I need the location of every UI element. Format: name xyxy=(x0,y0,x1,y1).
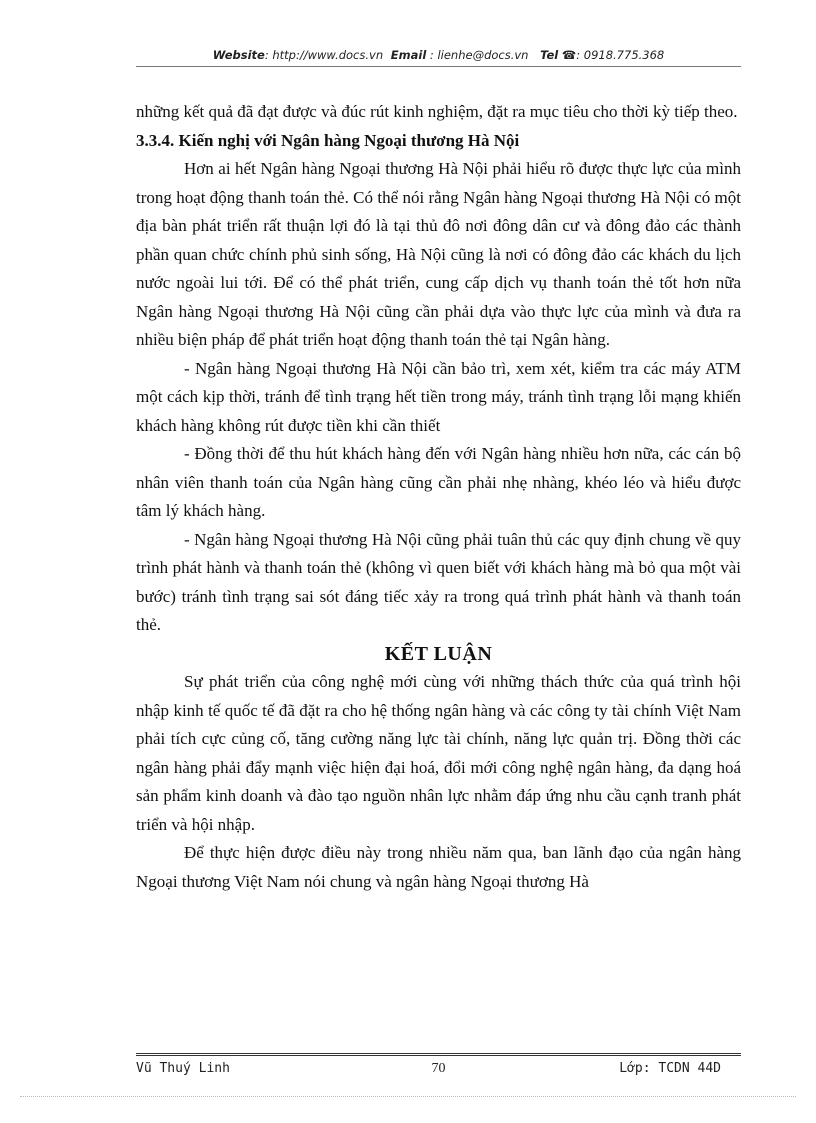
phone-icon: ☎ xyxy=(561,48,577,62)
page-bottom-border xyxy=(20,1096,796,1097)
document-body xyxy=(136,98,741,896)
footer-divider xyxy=(136,1053,741,1058)
website-value[interactable]: : http://www.docs.vn xyxy=(264,48,384,62)
website-label: Website xyxy=(212,48,265,62)
email-label: Email xyxy=(390,48,427,62)
page-header xyxy=(136,48,741,62)
paragraph-2: - Ngân hàng Ngoại thương Hà Nội cần bảo trì, xem xét, kiểm tra các máy ATM một cách kịp thời, tránh để tình trạng hết tiền trong máy, tránh tình trạng lỗi mạng khiến khách hàng không rút được tiền khi cần thiết xyxy=(136,358,741,435)
footer-class: Lớp: TCDN 44D xyxy=(619,1061,721,1076)
header-divider xyxy=(136,66,741,67)
tel-value: : 0918.775.368 xyxy=(576,48,665,62)
intro-paragraph: những kết quả đã đạt được và đúc rút kinh nghiệm, đặt ra mục tiêu cho thời kỳ tiếp theo. xyxy=(136,102,738,121)
footer-author: Vũ Thuý Linh xyxy=(136,1061,230,1076)
paragraph-5: Sự phát triển của công nghệ mới cùng với những thách thức của quá trình hội nhập kinh tế quốc tế đã đặt ra cho hệ thống ngân hàng và các công ty tài chính Việt Nam phải tích cực củng cố, tăng cường năng lực tài chính, năng lực quản trị. Đồng thời các ngân hàng phải đẩy mạnh việc hiện đại hoá, đổi mới công nghệ ngân hàng, đa dạng hoá sản phẩm kinh doanh và đào tạo nguồn nhân lực nhằm đáp ứng nhu cầu cạnh tranh phát triển và hội nhập. xyxy=(136,672,741,834)
conclusion-title: KẾT LUẬN xyxy=(384,642,493,665)
page-number: 70 xyxy=(431,1061,446,1076)
tel-label: Tel xyxy=(540,48,559,62)
paragraph-4: - Ngân hàng Ngoại thương Hà Nội cũng phải tuân thủ các quy định chung về quy trình phát hành và thanh toán thẻ (không vì quen biết với khách hàng mà bỏ qua một vài bước) tránh tình trạng sai sót đáng tiếc xảy ra trong quá trình phát hành và thanh toán thẻ. xyxy=(136,529,741,634)
section-heading: 3.3.4. Kiến nghị với Ngân hàng Ngoại thương Hà Nội xyxy=(136,130,520,150)
paragraph-3: - Đồng thời để thu hút khách hàng đến với Ngân hàng nhiều hơn nữa, các cán bộ nhân viên thanh toán của Ngân hàng cũng cần phải nhẹ nhàng, khéo léo và hiểu được tâm lý khách hàng. xyxy=(136,444,741,520)
paragraph-6: Để thực hiện được điều này trong nhiều năm qua, ban lãnh đạo của ngân hàng Ngoại thương Việt Nam nói chung và ngân hàng Ngoại thương Hà xyxy=(136,843,741,891)
paragraph-1: Hơn ai hết Ngân hàng Ngoại thương Hà Nội phải hiểu rõ được thực lực của mình trong hoạt động thanh toán thẻ. Có thể nói rằng Ngân hàng Ngoại thương Hà Nội có một địa bàn phát triển rất thuận lợi đó là tại thủ đô nơi đông dân cư và đông đảo các thành phần quan chức chính phủ sinh sống, Hà Nội cũng là nơi có đông đảo các khách du lịch nước ngoài lui tới. Để có thể phát triển, cung cấp dịch vụ thanh toán thẻ tốt hơn nữa Ngân hàng Ngoại thương Hà Nội cũng cần phải dựa vào thực lực của mình và đưa ra nhiều biện pháp để phát triển hoạt động thanh toán thẻ tại Ngân hàng. xyxy=(136,159,741,349)
email-value[interactable]: : lienhe@docs.vn xyxy=(429,48,529,62)
